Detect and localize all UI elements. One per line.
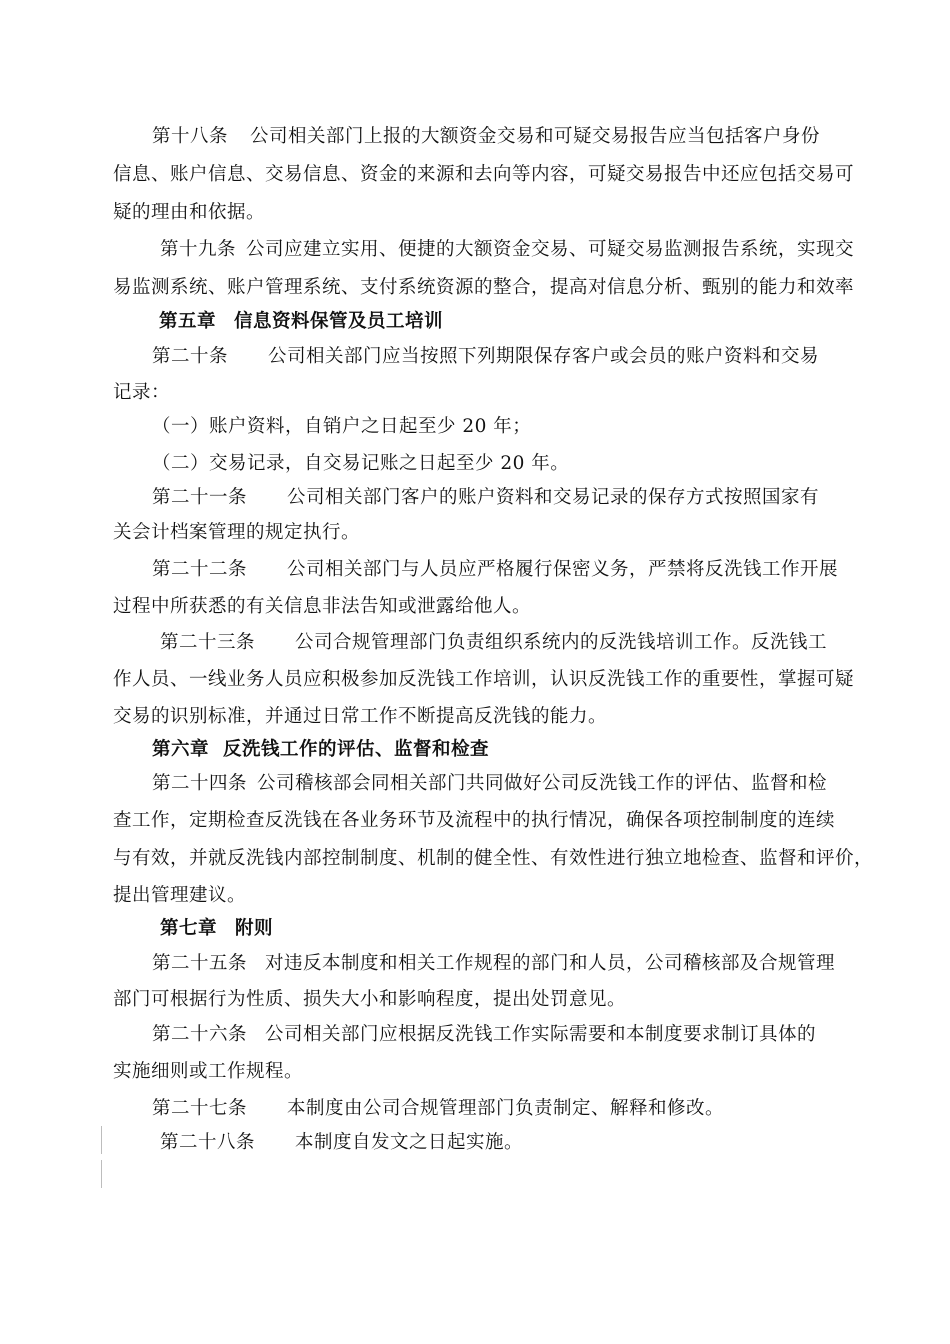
article-20-line-1	[152, 344, 819, 370]
article-number: 第十九条	[160, 239, 237, 260]
article-18-line-3: 疑的理由和依据。	[113, 202, 266, 223]
article-23-line-3: 交易的识别标准，并通过日常工作不断提高反洗钱的能力。	[113, 706, 608, 727]
article-26-line-2: 实施细则或工作规程。	[113, 1061, 304, 1082]
article-18-line-1	[152, 124, 820, 150]
article-text: 本制度自发文之日起实施。	[295, 1132, 524, 1153]
article-18-line-2: 信息、账户信息、交易信息、资金的来源和去向等内容，可疑交易报告中还应包括交易可	[113, 164, 855, 185]
article-text: 公司相关部门与人员应严格履行保密义务，严禁将反洗钱工作开展	[287, 559, 839, 580]
article-20-item-2: （二）交易记录，自交易记账之日起至少 20 年。	[152, 453, 570, 474]
article-26-line-1	[152, 1022, 816, 1048]
chapter-number: 第五章	[159, 311, 217, 332]
article-text: 本制度由公司合规管理部门负责制定、解释和修改。	[287, 1098, 725, 1119]
article-25-line-2: 部门可根据行为性质、损失大小和影响程度，提出处罚意见。	[113, 989, 627, 1010]
article-number: 第二十六条	[152, 1024, 248, 1045]
chapter-number: 第七章	[160, 918, 218, 939]
article-text: 公司相关部门上报的大额资金交易和可疑交易报告应当包括客户身份	[250, 126, 821, 147]
chapter-title: 信息资料保管及员工培训	[234, 311, 444, 332]
article-text: 公司合规管理部门负责组织系统内的反洗钱培训工作。反洗钱工	[295, 632, 828, 653]
article-27-line-1	[152, 1096, 724, 1122]
chapter-title: 附则	[235, 918, 274, 939]
article-24-line-4: 提出管理建议。	[113, 885, 247, 906]
chapter-5-heading	[159, 309, 443, 335]
article-text: 公司稽核部会同相关部门共同做好公司反洗钱工作的评估、监督和检	[257, 773, 828, 794]
article-20-item-1: （一）账户资料，自销户之日起至少 20 年；	[152, 416, 532, 437]
article-24-line-1	[152, 771, 827, 797]
article-20-line-2: 记录：	[113, 382, 171, 403]
article-text: 公司相关部门客户的账户资料和交易记录的保存方式按照国家有	[287, 487, 820, 508]
article-number: 第二十二条	[152, 559, 248, 580]
article-number: 第十八条	[152, 126, 229, 147]
article-number: 第二十条	[152, 346, 229, 367]
chapter-number: 第六章	[152, 739, 210, 760]
article-number: 第二十一条	[152, 487, 248, 508]
article-number: 第二十五条	[152, 953, 248, 974]
article-23-line-2: 作人员、一线业务人员应积极参加反洗钱工作培训，认识反洗钱工作的重要性，掌握可疑	[113, 669, 855, 690]
margin-change-bar	[101, 1126, 102, 1154]
article-21-line-1	[152, 485, 819, 511]
article-number: 第二十四条	[152, 773, 248, 794]
article-text: 公司相关部门应当按照下列期限保存客户或会员的账户资料和交易	[268, 346, 820, 367]
article-text: 对违反本制度和相关工作规程的部门和人员，公司稽核部及合规管理	[265, 953, 836, 974]
article-19-line-2: 易监测系统、账户管理系统、支付系统资源的整合，提高对信息分析、甄别的能力和效率	[113, 277, 855, 298]
article-number: 第二十八条	[160, 1132, 256, 1153]
article-25-line-1	[152, 951, 835, 977]
article-19-line-1	[160, 237, 854, 263]
article-23-line-1	[160, 630, 827, 656]
article-number: 第二十三条	[160, 632, 256, 653]
article-24-line-3: 与有效，并就反洗钱内部控制制度、机制的健全性、有效性进行独立地检查、监督和评价，	[113, 848, 874, 869]
chapter-7-heading	[160, 916, 273, 942]
article-text: 公司应建立实用、便捷的大额资金交易、可疑交易监测报告系统，实现交	[246, 239, 855, 260]
chapter-6-heading	[152, 737, 489, 763]
margin-change-bar	[101, 1160, 102, 1188]
article-28-line-1	[160, 1130, 523, 1156]
article-text: 公司相关部门应根据反洗钱工作实际需要和本制度要求制订具体的	[265, 1024, 817, 1045]
article-number: 第二十七条	[152, 1098, 248, 1119]
article-21-line-2: 关会计档案管理的规定执行。	[113, 522, 361, 543]
article-24-line-2: 查工作，定期检查反洗钱在各业务环节及流程中的执行情况，确保各项控制制度的连续	[113, 810, 836, 831]
chapter-title: 反洗钱工作的评估、监督和检查	[223, 739, 490, 760]
article-22-line-1	[152, 557, 838, 583]
article-22-line-2: 过程中所获悉的有关信息非法告知或泄露给他人。	[113, 596, 532, 617]
